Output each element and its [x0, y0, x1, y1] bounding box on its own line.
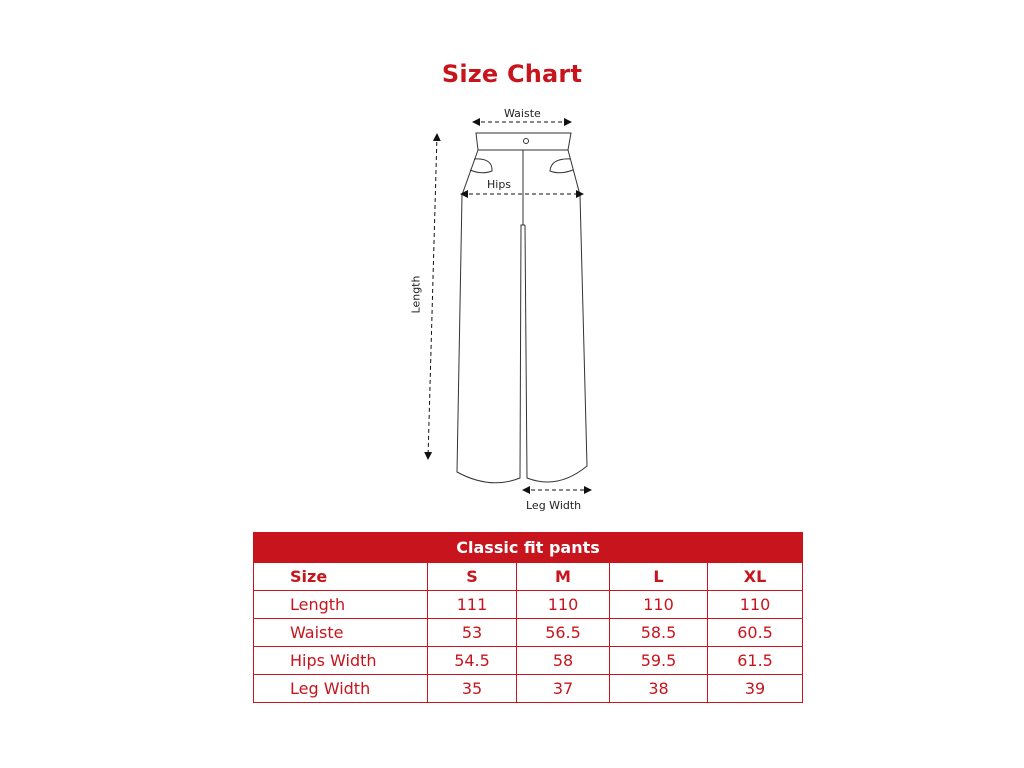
table-row: [254, 619, 803, 647]
table-cell: 37: [517, 675, 610, 703]
row-label: Leg Width: [254, 675, 428, 703]
column-header: L: [610, 563, 708, 591]
row-label: Waiste: [254, 619, 428, 647]
table-header-row: [254, 563, 803, 591]
column-header: XL: [708, 563, 803, 591]
table-cell: 110: [517, 591, 610, 619]
table-cell: 53: [428, 619, 517, 647]
page-title: Size Chart: [441, 60, 583, 88]
column-header: S: [428, 563, 517, 591]
table-cell: 110: [708, 591, 803, 619]
leg-width-label: Leg Width: [526, 499, 582, 512]
row-label: Hips Width: [254, 647, 428, 675]
table-cell: 56.5: [517, 619, 610, 647]
length-label: Length: [409, 275, 423, 314]
table-cell: 111: [428, 591, 517, 619]
table-cell: 54.5: [428, 647, 517, 675]
table-cell: 110: [610, 591, 708, 619]
table-cell: 38: [610, 675, 708, 703]
column-header: M: [517, 563, 610, 591]
table-row: [254, 675, 803, 703]
table-cell: 58: [517, 647, 610, 675]
table-cell: 58.5: [610, 619, 708, 647]
column-header: Size: [254, 563, 428, 591]
table-cell: 61.5: [708, 647, 803, 675]
table-cell: 35: [428, 675, 517, 703]
table-row: [254, 647, 803, 675]
table-cell: 60.5: [708, 619, 803, 647]
waist-label: Waiste: [504, 107, 541, 120]
table-cell: 39: [708, 675, 803, 703]
table-row: [254, 591, 803, 619]
table-caption: Classic fit pants: [254, 533, 803, 563]
hips-label: Hips: [487, 178, 512, 191]
table-cell: 59.5: [610, 647, 708, 675]
row-label: Length: [254, 591, 428, 619]
size-table: [253, 532, 803, 703]
